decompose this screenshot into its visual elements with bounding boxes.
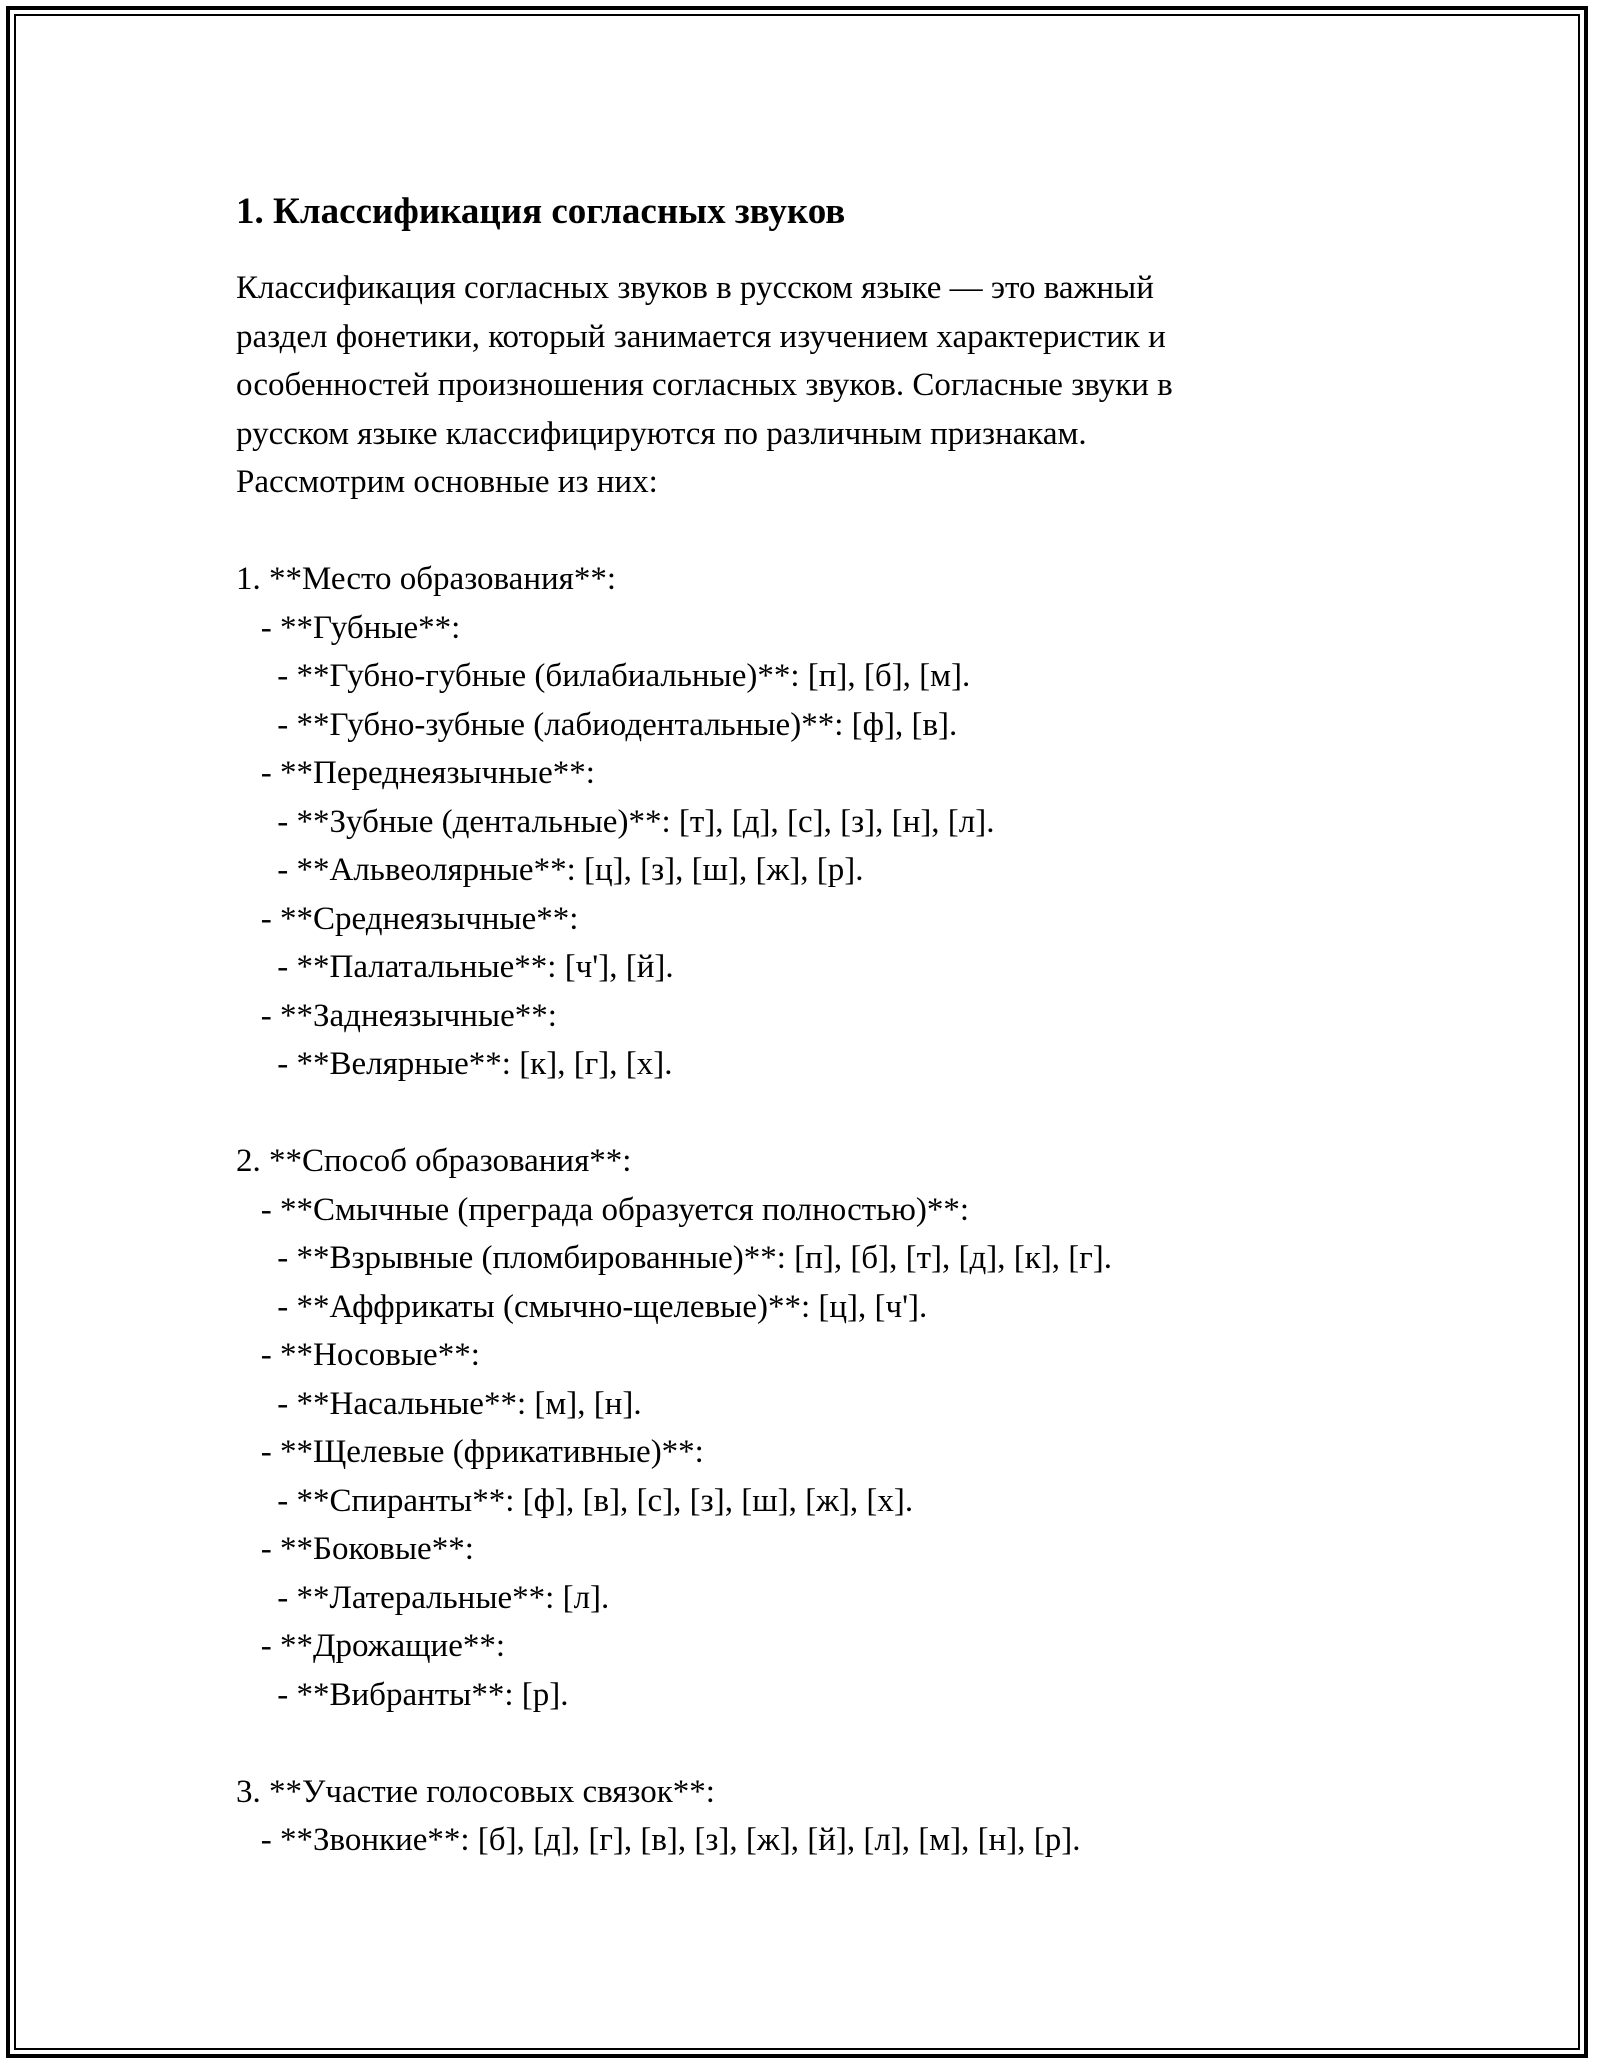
intro-line: Рассмотрим основные из них: (236, 464, 658, 500)
list-line: - **Латеральные**: [л]. (236, 1579, 610, 1616)
list-line: - **Боковые**: (236, 1531, 474, 1567)
list-line: - **Насальные**: [м], [н]. (236, 1385, 642, 1422)
list-line: - **Дрожащие**: (236, 1628, 506, 1664)
list-line: - **Велярные**: [к], [г], [х]. (236, 1046, 673, 1082)
list-line: - **Вибранты**: [р]. (236, 1676, 569, 1713)
section-voicing (236, 1768, 1366, 1865)
list-line: - **Звонкие**: [б], [д], [г], [в], [з], [ж], [й], [л], [м], [н], [р]. (236, 1822, 1081, 1858)
intro-line: Классификация согласных звуков в русском языке — это важный (236, 270, 1154, 306)
intro-line: раздел фонетики, который занимается изучением характеристик и (236, 318, 1166, 355)
list-line: - **Аффрикаты (смычно-щелевые)**: [ц], [ч']. (236, 1288, 928, 1325)
intro-line: русском языке классифицируются по различным признакам. (236, 415, 1087, 452)
list-line: - **Взрывные (пломбированные)**: [п], [б], [т], [д], [к], [г]. (236, 1240, 1113, 1276)
list-line: 1. **Место образования**: (236, 561, 616, 597)
section-manner-of-articulation (236, 1137, 1366, 1719)
list-line: 3. **Участие голосовых связок**: (236, 1773, 715, 1810)
list-line: - **Щелевые (фрикативные)**: (236, 1434, 704, 1470)
list-line: - **Среднеязычные**: (236, 900, 579, 937)
list-line: - **Заднеязычные**: (236, 997, 557, 1034)
spacer (236, 1719, 1366, 1768)
list-line: - **Смычные (преграда образуется полностью)**: (236, 1191, 970, 1228)
spacer (236, 1089, 1366, 1138)
spacer (236, 507, 1366, 556)
list-line: - **Губно-губные (билабиальные)**: [п], [б], [м]. (236, 658, 971, 694)
section-place-of-articulation (236, 555, 1366, 1089)
document-heading: 1. Классификация согласных звуков (236, 191, 846, 232)
document-page (236, 188, 1366, 1865)
list-line: - **Переднеязычные**: (236, 755, 595, 791)
list-line: - **Губные**: (236, 609, 461, 646)
list-line: - **Палатальные**: [ч'], [й]. (236, 949, 674, 985)
list-line: - **Альвеолярные**: [ц], [з], [ш], [ж], [р]. (236, 852, 864, 888)
list-line: - **Губно-зубные (лабиодентальные)**: [ф], [в]. (236, 706, 958, 743)
intro-paragraph (236, 264, 1366, 507)
intro-line: особенностей произношения согласных звуков. Согласные звуки в (236, 367, 1173, 403)
list-line: 2. **Способ образования**: (236, 1143, 632, 1179)
list-line: - **Спиранты**: [ф], [в], [с], [з], [ш], [ж], [х]. (236, 1482, 914, 1519)
list-line: - **Зубные (дентальные)**: [т], [д], [с], [з], [н], [л]. (236, 803, 995, 840)
list-line: - **Носовые**: (236, 1337, 480, 1373)
